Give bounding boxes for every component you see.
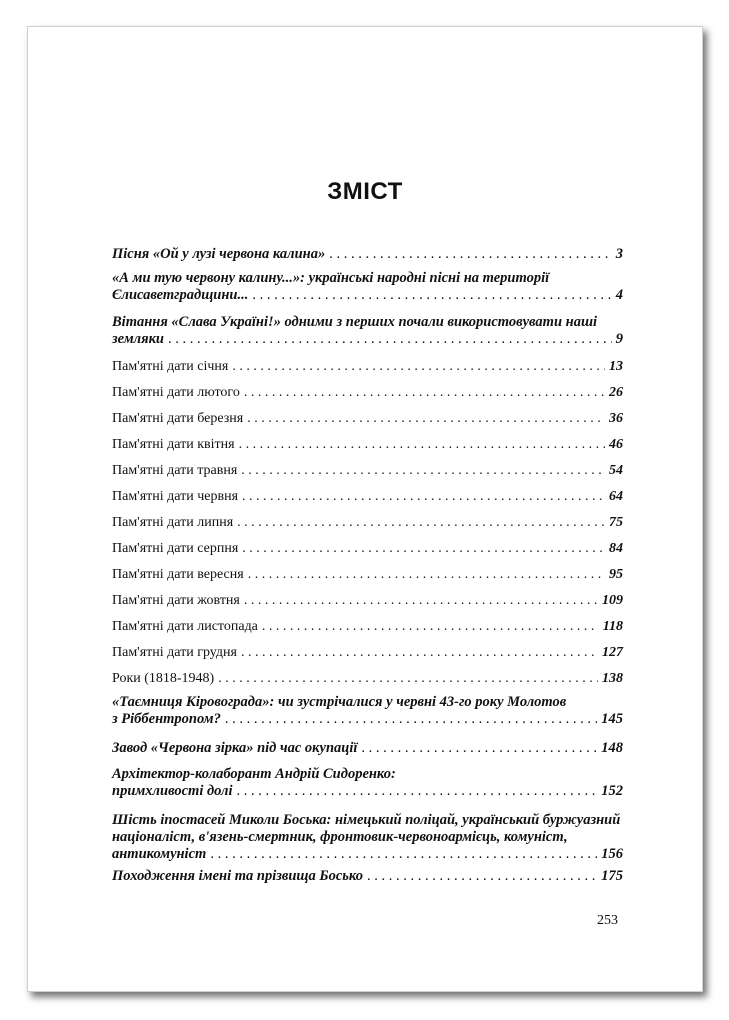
toc-entry-title-line: «А ми тую червону калину...»: українські народні пісні на території (112, 270, 550, 286)
toc-entry (112, 246, 623, 263)
toc-entry-leader-line (112, 670, 623, 687)
dot-leader (241, 644, 598, 661)
toc-entry-page: 118 (602, 619, 623, 634)
toc-entry-page: 9 (615, 331, 623, 347)
toc-entry-leader-line (112, 488, 623, 505)
toc-entry-leader-line (112, 540, 623, 557)
toc-entry-page: 26 (609, 385, 623, 400)
dot-leader (232, 358, 605, 375)
toc-entry-title: Пам'ятні дати серпня (112, 541, 239, 556)
dot-leader (262, 618, 599, 635)
toc-entry-page: 75 (609, 515, 623, 530)
page-number: 253 (597, 913, 618, 928)
toc-entry (112, 384, 623, 401)
toc-entry-leader-line (112, 287, 623, 304)
page-title: ЗМІСТ (327, 178, 403, 205)
toc-entry-page: 138 (602, 671, 623, 686)
toc-entry-leader-line (112, 740, 623, 757)
toc-entry-page: 145 (601, 711, 623, 727)
toc-entry-title-line: Вітання «Слава Україні!» одними з перших почали використовувати наші (112, 314, 598, 330)
dot-leader (218, 670, 598, 687)
toc-entry-title: антикомуніст (112, 846, 207, 862)
dot-leader (225, 711, 597, 728)
toc-entry (112, 740, 623, 757)
dot-leader (210, 846, 597, 863)
toc-entry (112, 592, 623, 609)
toc-entry-title: Походження імені та прізвища Босько (112, 868, 363, 884)
toc-entry-page: 148 (601, 740, 623, 756)
toc-entry-leader-line (112, 566, 623, 583)
dot-leader (247, 410, 605, 427)
toc-entry (112, 410, 623, 427)
toc-entry-title-line: Архітектор-колаборант Андрій Сидоренко: (112, 766, 396, 782)
toc-entry-leader-line (112, 331, 623, 348)
dot-leader (244, 384, 605, 401)
toc-entry-page: 36 (609, 411, 623, 426)
dot-leader (329, 246, 612, 263)
toc-entry-title: Єлисаветградщини... (112, 287, 249, 303)
dot-leader (242, 540, 605, 557)
dot-leader (252, 287, 611, 304)
toc-entry-page: 152 (601, 783, 623, 799)
dot-leader (248, 566, 605, 583)
toc-entry-page: 95 (609, 567, 623, 582)
toc-entry-leader-line (112, 618, 623, 635)
toc-entry-page: 175 (601, 868, 623, 884)
toc-entry-title: Пам'ятні дати вересня (112, 567, 244, 582)
toc-entry-leader-line (112, 358, 623, 375)
toc-entry-leader-line (112, 384, 623, 401)
toc-entry-leader-line (112, 711, 623, 728)
dot-leader (244, 592, 598, 609)
toc-entry (112, 436, 623, 453)
toc-entry (112, 358, 623, 375)
toc-entry-title: Пам'ятні дати жовтня (112, 593, 240, 608)
toc-entry-leader-line (112, 410, 623, 427)
dot-leader (242, 488, 605, 505)
toc-entry (112, 618, 623, 635)
dot-leader (361, 740, 597, 757)
toc-entry-title: з Ріббентропом? (112, 711, 221, 727)
toc-entry-title: Пам'ятні дати березня (112, 411, 244, 426)
toc-entry (112, 766, 623, 800)
toc-entry-title-line: Шість іпостасей Миколи Боська: німецький поліцай, український буржуазний (112, 812, 621, 828)
toc-entry (112, 488, 623, 505)
toc-entry-leader-line (112, 514, 623, 531)
toc-entry-page: 109 (602, 593, 623, 608)
toc-entry-page: 156 (601, 846, 623, 862)
toc-entry-page: 13 (609, 359, 623, 374)
toc-entry-page: 84 (609, 541, 623, 556)
toc-entry-leader-line (112, 246, 623, 263)
toc-entry-title: Пам'ятні дати листопада (112, 619, 258, 634)
toc-entry-title: земляки (112, 331, 164, 347)
toc-entry-page: 4 (615, 287, 623, 303)
toc-entry-page: 64 (609, 489, 623, 504)
toc-entry-page: 127 (602, 645, 623, 660)
toc-entry (112, 812, 623, 863)
dot-leader (237, 514, 605, 531)
toc-entry-title: Пам'ятні дати липня (112, 515, 234, 530)
toc-entry-title: Пам'ятні дати травня (112, 463, 238, 478)
dot-leader (168, 331, 612, 348)
toc-entry-leader-line (112, 783, 623, 800)
toc-entry-title: Пам'ятні дати січня (112, 359, 229, 374)
toc-entry-title: Завод «Червона зірка» під час окупації (112, 740, 358, 756)
toc-entry-leader-line (112, 462, 623, 479)
toc-entry-page: 46 (609, 437, 623, 452)
book-page (27, 26, 703, 992)
toc-entry-title-line: націоналіст, в'язень-смертник, фронтовик-червоноармієць, комуніст, (112, 829, 568, 845)
toc-entry-leader-line (112, 592, 623, 609)
toc-entry (112, 270, 623, 304)
toc-entry (112, 670, 623, 687)
toc-entry-page: 54 (609, 463, 623, 478)
toc-entry-title-line: «Таємниця Кіровограда»: чи зустрічалися у червні 43-го року Молотов (112, 694, 567, 710)
toc-entry (112, 514, 623, 531)
dot-leader (237, 783, 598, 800)
toc-entry-title: Пам'ятні дати грудня (112, 645, 237, 660)
toc-entry-leader-line (112, 846, 623, 863)
dot-leader (239, 436, 605, 453)
toc-entry-title: Роки (1818-1948) (112, 671, 215, 686)
toc-entry-title: Пам'ятні дати червня (112, 489, 239, 504)
toc-entry-leader-line (112, 868, 623, 885)
toc-entry (112, 694, 623, 728)
toc-entry (112, 314, 623, 348)
toc-entry (112, 644, 623, 661)
toc-entry-title: Пісня «Ой у лузі червона калина» (112, 246, 326, 262)
toc-entry (112, 566, 623, 583)
toc-entry-leader-line (112, 644, 623, 661)
toc-entry (112, 462, 623, 479)
toc-entry-title: Пам'ятні дати квітня (112, 437, 235, 452)
toc-entry (112, 868, 623, 885)
toc-entry-page: 3 (615, 246, 623, 262)
toc-entry-title: примхливості долі (112, 783, 233, 799)
toc-entry-title: Пам'ятні дати лютого (112, 385, 240, 400)
toc-entry (112, 540, 623, 557)
dot-leader (367, 868, 597, 885)
dot-leader (241, 462, 605, 479)
toc-entry-leader-line (112, 436, 623, 453)
